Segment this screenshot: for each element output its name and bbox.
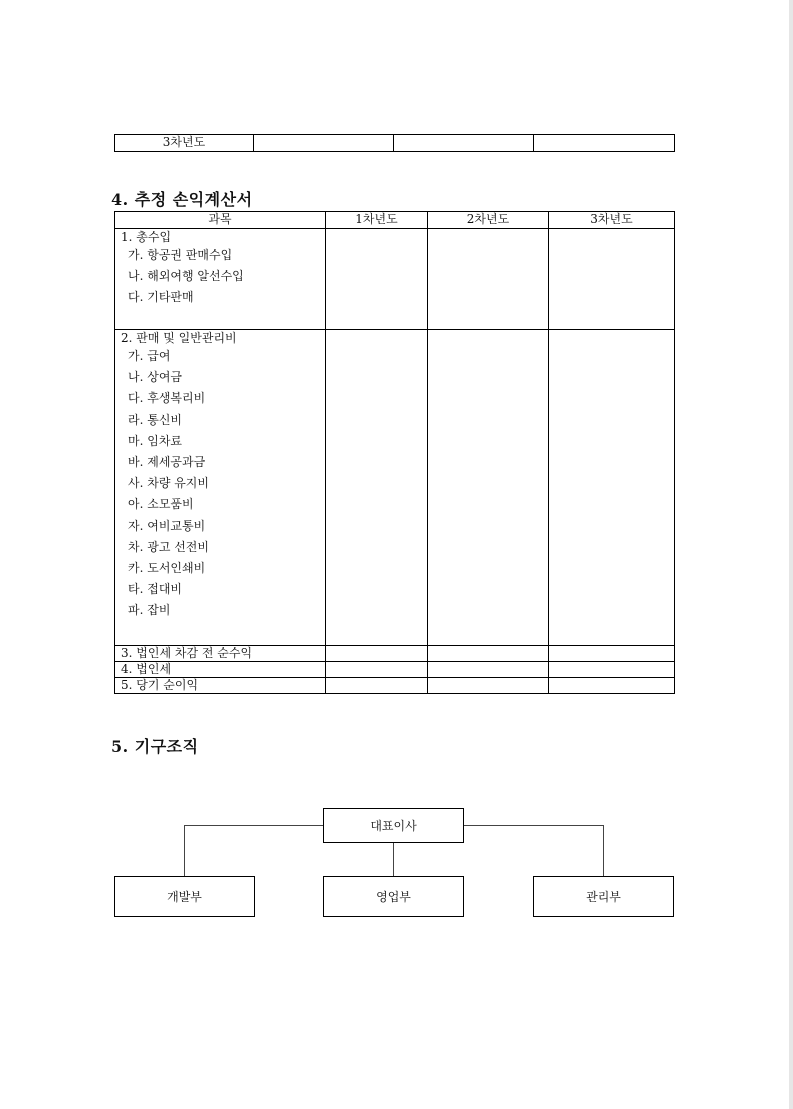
column-header-subject: 과목 xyxy=(115,212,326,229)
corporate-tax-label: 4. 법인세 xyxy=(115,662,326,678)
table-row-revenue xyxy=(115,229,675,330)
table-cell xyxy=(534,135,675,152)
revenue-title: 1. 총수입 xyxy=(121,230,172,244)
table-cell xyxy=(326,330,428,646)
expense-group xyxy=(115,330,326,646)
table-cell-label: 3차년도 xyxy=(115,135,254,152)
revenue-item: 나. 해외여행 알선수입 xyxy=(128,269,244,284)
table-cell xyxy=(428,662,549,678)
connector-line-sales xyxy=(393,843,394,876)
org-box-ceo xyxy=(323,808,464,843)
column-header-year1: 1차년도 xyxy=(326,212,428,229)
org-box-development xyxy=(114,876,255,917)
column-header-year3: 3차년도 xyxy=(549,212,675,229)
connector-line-dev xyxy=(184,825,185,876)
table-row-expenses xyxy=(115,330,675,646)
table-row-pretax-income xyxy=(115,646,675,662)
table-row xyxy=(115,135,675,152)
table-cell xyxy=(549,646,675,662)
column-header-year2: 2차년도 xyxy=(428,212,549,229)
table-cell xyxy=(428,678,549,694)
expense-item: 나. 상여금 xyxy=(128,370,182,385)
revenue-item: 가. 항공권 판매수입 xyxy=(128,248,233,262)
table-cell xyxy=(549,229,675,330)
income-statement-heading: 4. 추정 손익계산서 xyxy=(111,190,253,209)
table-cell xyxy=(428,646,549,662)
table-cell xyxy=(326,662,428,678)
table-header-row xyxy=(115,212,675,229)
org-box-administration xyxy=(533,876,674,917)
connector-line-left xyxy=(184,825,323,826)
table-cell xyxy=(394,135,534,152)
org-label-sales: 영업부 xyxy=(376,890,411,904)
page-edge xyxy=(789,0,793,1109)
income-statement-table xyxy=(114,211,675,694)
expense-item: 마. 임차료 xyxy=(128,433,182,448)
expense-item: 파. 잡비 xyxy=(128,603,171,618)
expense-item: 가. 급여 xyxy=(128,349,171,363)
table-row-net-income xyxy=(115,678,675,694)
org-box-sales xyxy=(323,876,464,917)
connector-line-admin xyxy=(603,825,604,876)
expense-item: 타. 접대비 xyxy=(128,582,182,597)
table-cell xyxy=(549,678,675,694)
expense-item: 사. 차량 유지비 xyxy=(128,476,209,491)
table-cell xyxy=(326,229,428,330)
revenue-item: 다. 기타판매 xyxy=(128,290,194,305)
revenue-group xyxy=(115,229,326,330)
expense-item: 다. 후생복리비 xyxy=(128,391,206,406)
organization-heading: 5. 기구조직 xyxy=(111,737,199,756)
table-cell xyxy=(428,330,549,646)
expense-item: 자. 여비교통비 xyxy=(128,518,206,533)
expense-item: 차. 광고 선전비 xyxy=(128,539,209,554)
table-cell xyxy=(428,229,549,330)
connector-line-right xyxy=(464,825,604,826)
table-row-corporate-tax xyxy=(115,662,675,678)
previous-table-fragment xyxy=(114,134,675,152)
org-label-development: 개발부 xyxy=(167,890,202,904)
expense-title: 2. 판매 및 일반관리비 xyxy=(121,331,237,345)
table-cell xyxy=(326,678,428,694)
expense-item: 아. 소모품비 xyxy=(128,497,194,512)
table-cell xyxy=(254,135,394,152)
expense-item: 라. 통신비 xyxy=(128,412,182,427)
table-cell xyxy=(549,330,675,646)
expense-item: 바. 제세공과금 xyxy=(128,454,206,469)
pretax-income-label: 3. 법인세 차감 전 순수익 xyxy=(115,646,326,662)
table-cell xyxy=(549,662,675,678)
org-label-ceo: 대표이사 xyxy=(370,819,417,833)
net-income-label: 5. 당기 순이익 xyxy=(115,678,326,694)
expense-item: 카. 도서인쇄비 xyxy=(128,560,206,575)
table-cell xyxy=(326,646,428,662)
org-label-administration: 관리부 xyxy=(586,890,621,904)
